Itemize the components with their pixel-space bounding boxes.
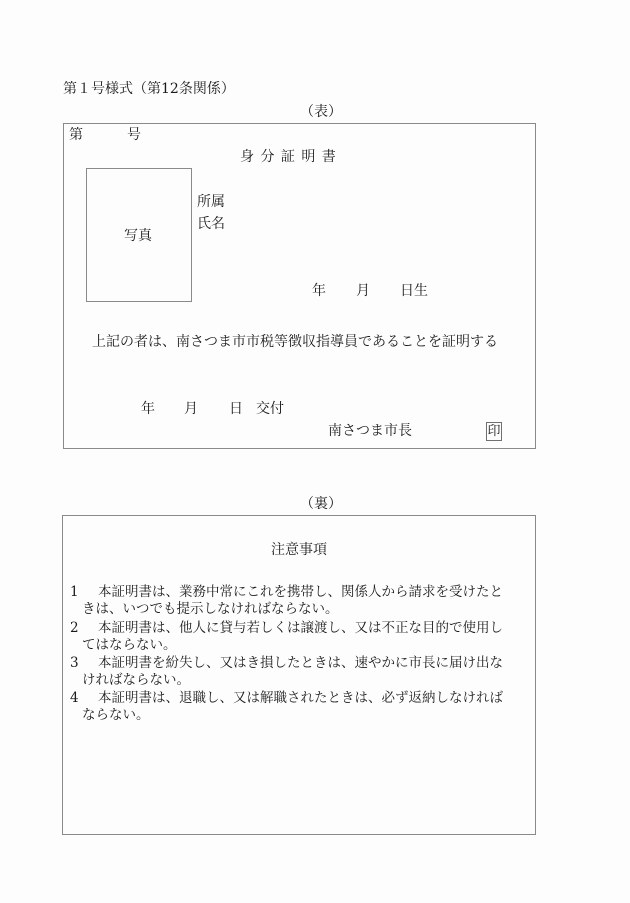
seal-mark: 印 <box>487 424 501 439</box>
note-number: 3 <box>70 655 79 671</box>
note-item-4 <box>70 690 532 724</box>
note-number: 4 <box>70 690 79 706</box>
note-continuation: ならない。 <box>82 707 150 723</box>
name-label: 氏名 <box>197 216 225 232</box>
number-prefix: 第 <box>69 127 83 143</box>
certificate-title: 身 分 証 明 書 <box>240 149 337 165</box>
note-number: 1 <box>70 584 79 600</box>
note-item-2 <box>70 620 532 654</box>
form-title: 第１号様式（第12条関係） <box>63 81 235 97</box>
notes-title: 注意事項 <box>271 542 327 558</box>
number-suffix: 号 <box>127 127 141 143</box>
note-continuation: きは、いつでも提示しなければならない。 <box>82 601 339 617</box>
back-side-label: （裏） <box>300 496 342 512</box>
note-continuation: てはならない。 <box>82 637 177 653</box>
birth-month-label: 月 <box>356 283 370 299</box>
note-line: 本証明書を紛失し、又はき損したときは、速やかに市長に届け出な <box>98 655 503 671</box>
note-line: 本証明書は、業務中常にこれを携帯し、関係人から請求を受けたと <box>98 584 503 600</box>
note-number: 2 <box>70 620 79 636</box>
affiliation-label: 所属 <box>197 194 225 210</box>
birth-day-label: 日生 <box>400 283 428 299</box>
front-side-label: （表） <box>300 104 342 120</box>
note-line: 本証明書は、他人に貸与若しくは譲渡し、又は不正な目的で使用し <box>98 620 503 636</box>
note-line: 本証明書は、退職し、又は解職されたときは、必ず返納しなければ <box>98 690 503 706</box>
issue-label: 交付 <box>256 401 284 417</box>
issue-day-label: 日 <box>229 401 243 417</box>
issue-month-label: 月 <box>184 401 198 417</box>
issue-year-label: 年 <box>141 401 155 417</box>
photo-label: 写真 <box>124 228 152 244</box>
note-item-1 <box>70 584 532 618</box>
certification-text: 上記の者は、南さつま市市税等徴収指導員であることを証明する <box>92 334 498 350</box>
note-item-3 <box>70 655 532 689</box>
issuer-name: 南さつま市長 <box>328 423 412 439</box>
birth-year-label: 年 <box>312 283 326 299</box>
note-continuation: ければならない。 <box>82 672 190 688</box>
